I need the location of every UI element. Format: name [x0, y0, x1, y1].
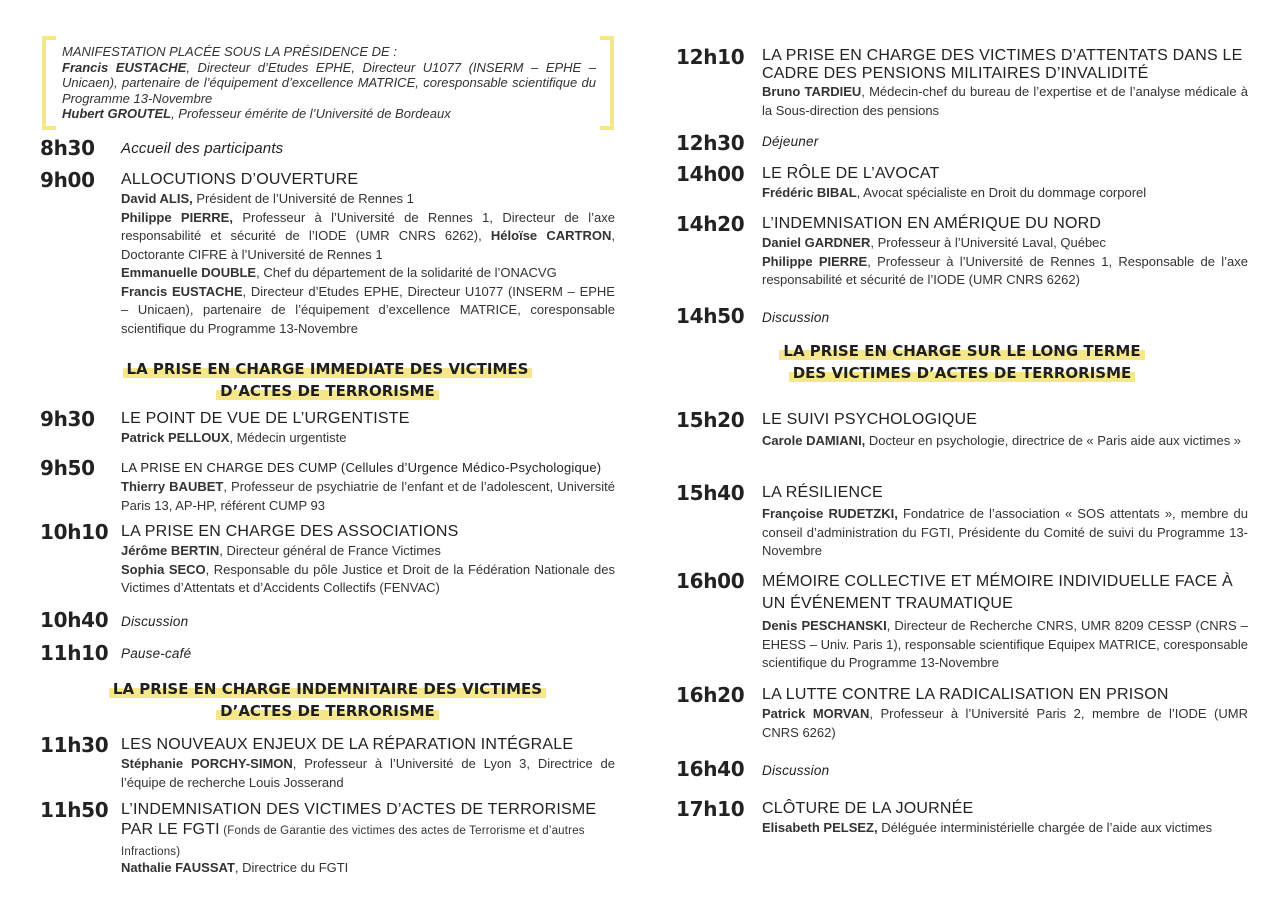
entry-speakers: Patrick MORVAN, Professeur à l’Université Paris 2, membre de l’IODE (UMR CNRS 6262) [762, 706, 1248, 740]
entry-title: LA PRISE EN CHARGE DES ASSOCIATIONS [121, 523, 459, 540]
entry-speakers: Bruno TARDIEU, Médecin-chef du bureau de l’expertise et de l’analyse médicale à la Sous-direction des pensions [762, 84, 1248, 118]
entry-time: 9h00 [40, 168, 95, 192]
entry-speakers: Jérôme BERTIN, Directeur général de France Victimes Sophia SECO, Responsable du pôle Justice et Droit de la Fédération Nationale des Victimes d’Attentats et d’Accidents Collectifs (FENVAC) [121, 543, 615, 595]
entry-time: 10h40 [40, 608, 109, 632]
entry-title: LA PRISE EN CHARGE DES CUMP (Cellules d’Urgence Médico-Psychologique) [121, 460, 602, 475]
entry-title: ALLOCUTIONS D’OUVERTURE [121, 171, 359, 188]
entry-title: L’INDEMNISATION DES VICTIMES D’ACTES DE TERRORISME PAR LE FGTI (Fonds de Garantie des victimes des actes de Terrorisme et d’autres Infractions) [121, 801, 597, 858]
entry-title: Discussion [121, 614, 189, 629]
entry-time: 12h10 [676, 45, 745, 69]
entry-title: LA LUTTE CONTRE LA RADICALISATION EN PRISON [762, 686, 1169, 703]
entry-time: 8h30 [40, 136, 95, 160]
entry-title: MÉMOIRE COLLECTIVE ET MÉMOIRE INDIVIDUELLE FACE À UN ÉVÉNEMENT TRAUMATIQUE [762, 573, 1233, 612]
entry-time: 16h00 [676, 569, 745, 593]
entry-time: 14h50 [676, 304, 745, 328]
entry-speakers: Daniel GARDNER, Professeur à l’Université Laval, Québec Philippe PIERRE, Professeur à l’Université de Rennes 1, Responsable de l’axe responsabilité et sécurité de l’IODE (UMR CNRS 6262) [762, 235, 1248, 287]
entry-speakers: Patrick PELLOUX, Médecin urgentiste [121, 430, 347, 445]
entry-time: 11h30 [40, 733, 109, 757]
entry-title: CLÔTURE DE LA JOURNÉE [762, 800, 974, 817]
entry-time: 14h20 [676, 212, 745, 236]
section-heading: LA PRISE EN CHARGE INDEMNITAIRE DES VICTIMES D’ACTES DE TERRORISME [40, 678, 615, 722]
entry-time: 9h50 [40, 456, 95, 480]
entry-speakers: David ALIS, Président de l’Université de Rennes 1 Philippe PIERRE, Professeur à l’Université de Rennes 1, Directeur de l’axe responsabilité et sécurité de l’IODE (UMR CNRS 6262), Héloïse CARTRON, Doctorante CIFRE à l’Université de Rennes 1 Emmanuelle DOUBLE, Chef du département de la solidarité de l’ONACVG Francis EUSTACHE, Directeur d’Etudes EPHE, Directeur U1077 (INSERM – EPHE – Unicaen), partenaire de l’équipement d’excellence MATRICE, coresponsable scientifique du Programme 13-Novembre [121, 191, 615, 336]
entry-speakers: Stéphanie PORCHY-SIMON, Professeur à l’Université de Lyon 3, Directrice de l’équipe de recherche Louis Josserand [121, 756, 615, 790]
entry-time: 10h10 [40, 520, 109, 544]
entry-title: L’INDEMNISATION EN AMÉRIQUE DU NORD [762, 215, 1102, 232]
entry-speakers: Frédéric BIBAL, Avocat spécialiste en Droit du dommage corporel [762, 185, 1147, 200]
entry-speakers: Carole DAMIANI, Docteur en psychologie, directrice de « Paris aide aux victimes » [762, 433, 1242, 448]
entry-title: LE RÔLE DE L’AVOCAT [762, 165, 940, 182]
entry-speakers: Elisabeth PELSEZ, Déléguée interministérielle chargée de l’aide aux victimes [762, 820, 1213, 835]
entry-title: LE SUIVI PSYCHOLOGIQUE [762, 411, 978, 428]
entry-time: 11h10 [40, 641, 109, 665]
section-heading: LA PRISE EN CHARGE IMMEDIATE DES VICTIMES D’ACTES DE TERRORISME [40, 358, 615, 402]
entry-time: 16h40 [676, 757, 745, 781]
entry-time: 15h40 [676, 481, 745, 505]
entry-time: 16h20 [676, 683, 745, 707]
entry-title: Accueil des participants [121, 140, 284, 157]
section-heading: LA PRISE EN CHARGE SUR LE LONG TERME DES VICTIMES D’ACTES DE TERRORISME [676, 340, 1248, 384]
entry-speakers: Denis PESCHANSKI, Directeur de Recherche CNRS, UMR 8209 CESSP (CNRS – EHESS – Univ. Paris 1), responsable scientifique Equipex MATRICE, coresponsable scientifique du Programme 13-Novembre [762, 618, 1248, 670]
entry-time: 15h20 [676, 408, 745, 432]
entry-speakers: Françoise RUDETZKI, Fondatrice de l’association « SOS attentats », membre du conseil d’administration du FGTI, Présidente du Comité de suivi du Programme 13-Novembre [762, 506, 1249, 558]
entry-speakers: Thierry BAUBET, Professeur de psychiatrie de l’enfant et de l’adolescent, Université Paris 13, AP-HP, référent CUMP 93 [121, 479, 615, 513]
entry-time: 12h30 [676, 131, 745, 155]
entry-title: Pause-café [121, 646, 192, 661]
entry-speakers: Nathalie FAUSSAT, Directrice du FGTI [121, 860, 349, 875]
presidency-note: MANIFESTATION PLACÉE SOUS LA PRÉSIDENCE DE : Francis EUSTACHE, Directeur d’Etudes EPHE, Directeur U1077 (INSERM – EPHE – Unicaen), partenaire de l’équipement d’excellence MATRICE, coresponsable scientifique du Programme 13-Novembre Hubert GROUTEL, Professeur émérite de l’Université de Bordeaux [62, 44, 596, 121]
entry-title: LE POINT DE VUE DE L’URGENTISTE [121, 410, 410, 427]
entry-time: 11h50 [40, 798, 109, 822]
entry-time: 9h30 [40, 407, 95, 431]
entry-title: LES NOUVEAUX ENJEUX DE LA RÉPARATION INTÉGRALE [121, 736, 574, 753]
entry-title: Discussion [762, 310, 830, 325]
entry-title: LA PRISE EN CHARGE DES VICTIMES D’ATTENTATS DANS LE CADRE DES PENSIONS MILITAIRES D’INVALIDITÉ [762, 47, 1243, 82]
entry-time: 17h10 [676, 797, 745, 821]
entry-title: Déjeuner [762, 134, 819, 149]
entry-time: 14h00 [676, 162, 745, 186]
entry-title: LA RÉSILIENCE [762, 484, 883, 501]
entry-title: Discussion [762, 763, 830, 778]
